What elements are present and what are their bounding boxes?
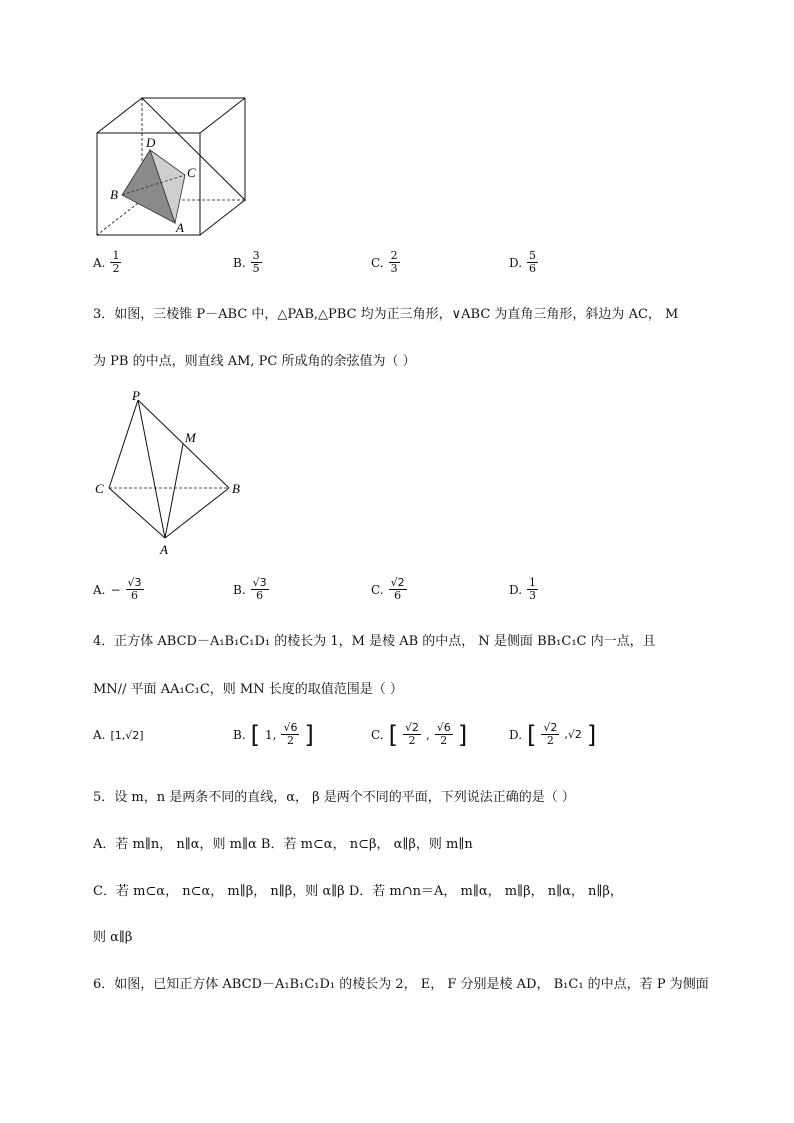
cube-edge [97, 98, 142, 133]
q4-text-line2: MN// 平面 AA₁C₁C，则 MN 长度的取值范围是（ ） [93, 682, 403, 697]
q5-text-line2: A．若 m∥n， n∥α，则 m∥α B．若 m⊂α， n⊂β， α∥β，则 m∥n [93, 837, 473, 852]
q3-option-d: D. $\frac{1}{3}$ [509, 576, 537, 602]
label-C: C [187, 165, 196, 180]
cube-edge [200, 98, 245, 133]
q2-option-a: A. $\frac{1}{2}$ [93, 249, 120, 275]
q4-option-a: A. [1,√2] [93, 728, 144, 742]
q6-text-line1: 6．如图，已知正方体 ABCD－A₁B₁C₁D₁ 的棱长为 2， E， F 分别是棱 AD， B₁C₁ 的中点，若 P 为侧面 [93, 977, 709, 992]
q3-text-line1: 3．如图，三棱锥 P－ABC 中，△PAB,△PBC 均为正三角形，∨ABC 为直角三角形，斜边为 AC， M [93, 307, 679, 322]
q4-option-c: C. [ $\frac{√2}{2}$ , $\frac{√6}{2}$ ] [371, 720, 468, 749]
q2-option-b: B. $\frac{3}{5}$ [233, 249, 260, 275]
label-B: B [232, 481, 240, 496]
q3-option-b: B. $\frac{√3}{6}$ [233, 576, 267, 602]
label-D: D [146, 135, 156, 150]
label-M: M [185, 430, 196, 445]
q5-text-line3: C．若 m⊂α， n⊂α， m∥β， n∥β，则 α∥β D．若 m∩n＝A， m∥α， m∥β， n∥α， n∥β， [93, 884, 623, 899]
q2-options [93, 250, 653, 280]
cube-edge [200, 200, 245, 235]
q4-option-b: B. [ 1, $\frac{√6}{2}$ ] [233, 720, 314, 749]
q3-option-c: C. $\frac{√2}{6}$ [371, 576, 405, 602]
q5-text-line4: 则 α∥β [93, 930, 133, 945]
label-A: A [160, 542, 168, 557]
pyramid-figure [92, 388, 252, 558]
cube-hidden-edge [97, 200, 142, 235]
q5-text-line1: 5．设 m，n 是两条不同的直线，α， β 是两个不同的平面，下列说法正确的是（ ） [93, 790, 575, 805]
segment-AM [165, 444, 183, 538]
edge-BA [165, 488, 229, 538]
label-B: B [110, 187, 118, 202]
q2-option-c: C. $\frac{2}{3}$ [371, 249, 398, 275]
label-P: P [132, 388, 140, 403]
cube-figure [90, 95, 255, 240]
q4-options [93, 722, 653, 758]
label-C: C [95, 481, 104, 496]
q3-option-a: A. − $\frac{√3}{6}$ [93, 576, 142, 602]
label-A: A [176, 220, 184, 235]
edge-PC [109, 400, 138, 488]
q3-text-line2: 为 PB 的中点，则直线 AM, PC 所成角的余弦值为（ ） [93, 354, 416, 369]
edge-PB [138, 400, 229, 488]
q2-option-d: D. $\frac{5}{6}$ [509, 249, 537, 275]
q3-options [93, 577, 653, 607]
q4-text-line1: 4．正方体 ABCD－A₁B₁C₁D₁ 的棱长为 1，M 是棱 AB 的中点， N 是侧面 BB₁C₁C 内一点，且 [93, 634, 656, 649]
q4-option-d: D. [ $\frac{√2}{2}$ ,√2 ] [509, 720, 597, 749]
